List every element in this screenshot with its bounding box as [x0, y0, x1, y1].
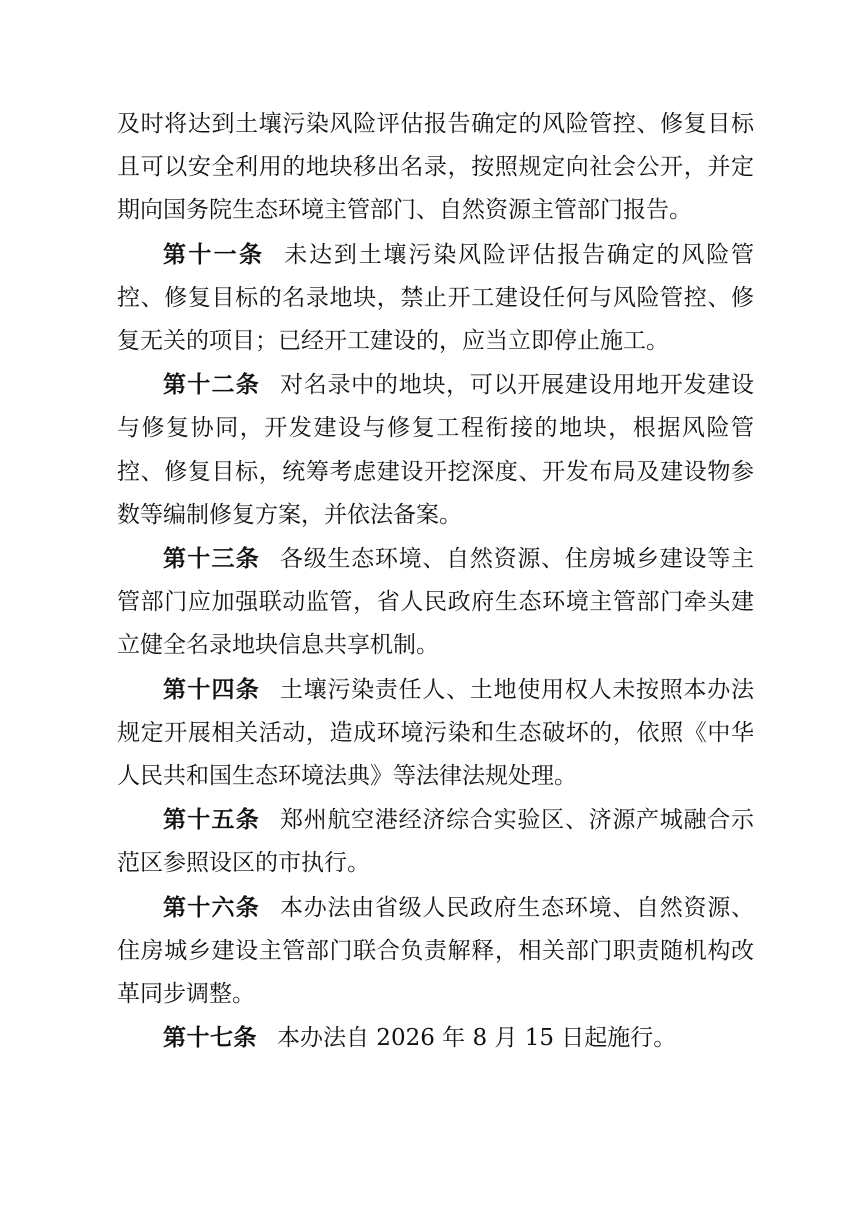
article-label: 第十五条 [163, 806, 260, 834]
article-label: 第十六条 [163, 893, 260, 921]
article-text: 本办法由省级人民政府生态环境、自然资源、住房城乡建设主管部门联合负责解释，相关部门职责随机构改革同步调整。 [117, 894, 755, 1008]
article-label: 第十一条 [163, 240, 265, 268]
article-15 [117, 798, 754, 885]
article-12 [117, 363, 754, 537]
article-text: 本办法自 2026 年 8 月 15 日起施行。 [277, 1025, 677, 1052]
article-16 [117, 886, 754, 1017]
opening-paragraph: 及时将达到土壤污染风险评估报告确定的风险管控、修复目标且可以安全利用的地块移出名录，按照规定向社会公开，并定期向国务院生态环境主管部门、自然资源主管部门报告。 [117, 111, 754, 224]
article-11 [117, 233, 754, 364]
article-text: 各级生态环境、自然资源、住房城乡建设等主管部门应加强联动监管，省人民政府生态环境主管部门牵头建立健全名录地块信息共享机制。 [117, 546, 755, 659]
article-label: 第十四条 [163, 675, 260, 703]
article-label: 第十七条 [163, 1024, 257, 1052]
article-text: 对名录中的地块，可以开展建设用地开发建设与修复协同，开发建设与修复工程衔接的地块，根据风险管控、修复目标，统筹考虑建设开挖深度、开发布局及建设物参数等编制修复方案，并依法备案。 [117, 372, 755, 528]
article-label: 第十三条 [163, 545, 260, 573]
article-17 [117, 1016, 754, 1060]
article-14 [117, 668, 754, 799]
article-text: 土壤污染责任人、土地使用权人未按照本办法规定开展相关活动，造成环境污染和生态破坏的，依照《中华人民共和国生态环境法典》等法律法规处理。 [117, 676, 755, 790]
article-13 [117, 537, 754, 668]
document-page [117, 103, 754, 1060]
article-text: 郑州航空港经济综合实验区、济源产城融合示范区参照设区的市执行。 [117, 807, 755, 877]
article-label: 第十二条 [163, 371, 260, 399]
article-text: 未达到土壤污染风险评估报告确定的风险管控、修复目标的名录地块，禁止开工建设任何与风险管控、修复无关的项目；已经开工建设的，应当立即停止施工。 [117, 241, 755, 355]
